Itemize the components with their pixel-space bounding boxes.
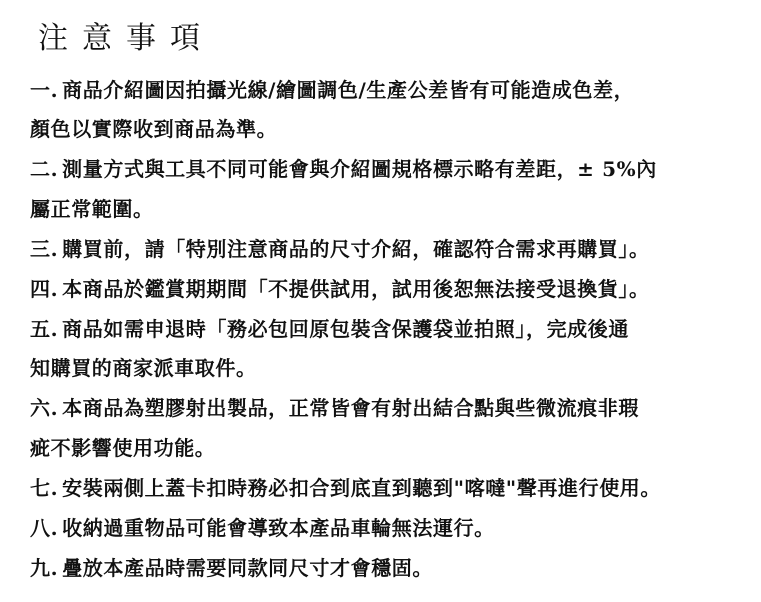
notice-title: 注意事項 (38, 21, 214, 56)
item-marker: 五. (30, 317, 59, 341)
item-marker: 三. (30, 237, 59, 261)
item-marker: 二. (30, 157, 59, 181)
notice-item-2 (30, 155, 657, 183)
item-marker: 六. (30, 396, 59, 420)
item-text: 購買前，請「特別注意商品的尺寸介紹，確認符合需求再購買」。 (62, 237, 650, 261)
notice-item-5-cont: 知購買的商家派車取件。 (30, 356, 257, 380)
item-marker: 四. (30, 277, 59, 301)
notice-item-5 (30, 315, 629, 343)
notice-item-1-cont: 顏色以實際收到商品為準。 (30, 117, 278, 141)
item-text: 商品如需申退時「務必包回原包裝含保護袋並拍照」，完成後通 (62, 317, 629, 341)
notice-item-6-cont: 疵不影響使用功能。 (30, 436, 216, 460)
item-marker: 九. (30, 556, 59, 580)
notice-item-8 (30, 514, 495, 542)
notice-item-6 (30, 394, 639, 422)
item-text: 本商品於鑑賞期期間「不提供試用，試用後恕無法接受退換貨」。 (62, 277, 650, 301)
notice-item-2-cont: 屬正常範圍。 (30, 197, 154, 221)
notice-item-3 (30, 235, 650, 263)
item-text: 測量方式與工具不同可能會與介紹圖規格標示略有差距，± 5%內 (62, 157, 657, 181)
item-marker: 八. (30, 516, 59, 540)
item-text: 安裝兩側上蓋卡扣時務必扣合到底直到聽到"喀噠"聲再進行使用。 (62, 476, 662, 500)
item-text: 本商品為塑膠射出製品，正常皆會有射出結合點與些微流痕非瑕 (62, 396, 639, 420)
notice-item-4 (30, 275, 650, 303)
item-text: 疊放本產品時需要同款同尺寸才會穩固。 (62, 556, 433, 580)
item-marker: 一. (30, 78, 59, 102)
item-text: 收納過重物品可能會導致本產品車輪無法運行。 (62, 516, 495, 540)
notice-item-1 (30, 76, 634, 104)
item-marker: 七. (30, 476, 59, 500)
notice-item-7 (30, 474, 661, 502)
item-text: 商品介紹圖因拍攝光線/繪圖調色/生產公差皆有可能造成色差， (62, 78, 635, 102)
notice-item-9 (30, 554, 433, 582)
